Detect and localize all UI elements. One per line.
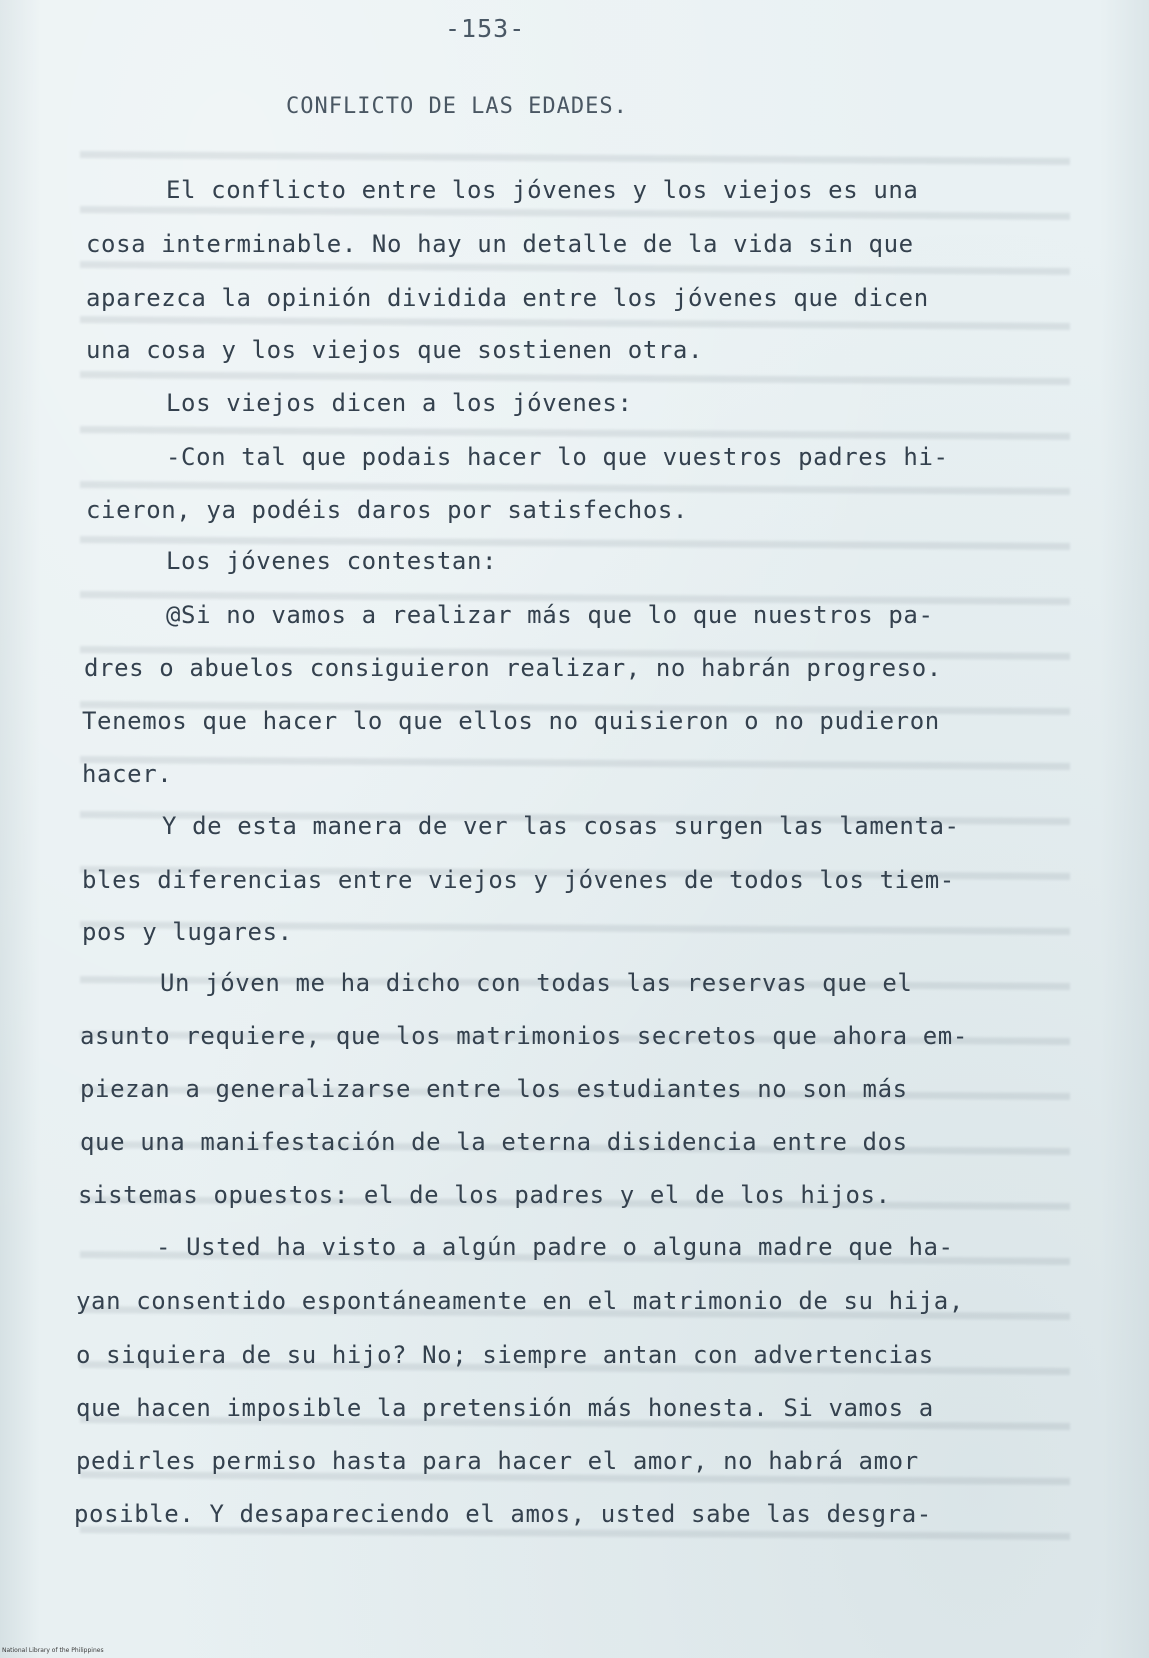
text-line: cosa interminable. No hay un detalle de la vida sin que: [86, 230, 914, 258]
text-line: que una manifestación de la eterna disidencia entre dos: [80, 1128, 908, 1156]
page-number: -153-: [445, 14, 526, 43]
text-line: hacer.: [82, 760, 173, 788]
text-line: El conflicto entre los jóvenes y los viejos es una: [166, 176, 919, 204]
text-line: posible. Y desapareciendo el amos, usted sabe las desgra-: [74, 1500, 932, 1528]
text-line: aparezca la opinión dividida entre los jóvenes que dicen: [86, 284, 929, 312]
text-line: - Usted ha visto a algún padre o alguna madre que ha-: [156, 1233, 954, 1261]
text-line: pedirles permiso hasta para hacer el amor, no habrá amor: [76, 1447, 919, 1475]
text-line: dres o abuelos consiguieron realizar, no habrán progreso.: [84, 654, 942, 682]
text-line: bles diferencias entre viejos y jóvenes de todos los tiem-: [82, 866, 955, 894]
text-line: piezan a generalizarse entre los estudiantes no son más: [80, 1075, 908, 1103]
text-line: sistemas opuestos: el de los padres y el de los hijos.: [78, 1181, 891, 1209]
text-line: Y de esta manera de ver las cosas surgen las lamenta-: [162, 812, 960, 840]
text-line: Los viejos dicen a los jóvenes:: [166, 389, 633, 417]
text-line: -Con tal que podais hacer lo que vuestros padres hi-: [166, 443, 949, 471]
text-line: o siquiera de su hijo? No; siempre antan con advertencias: [76, 1341, 934, 1369]
text-line: yan consentido espontáneamente en el matrimonio de su hija,: [76, 1287, 964, 1315]
page-heading: CONFLICTO DE LAS EDADES.: [286, 94, 628, 119]
text-line: @Si no vamos a realizar más que lo que nuestros pa-: [166, 601, 934, 629]
text-line: asunto requiere, que los matrimonios secretos que ahora em-: [80, 1022, 968, 1050]
text-line: Los jóvenes contestan:: [166, 547, 498, 575]
text-line: Un jóven me ha dicho con todas las reservas que el: [160, 969, 913, 997]
text-line: una cosa y los viejos que sostienen otra.: [86, 336, 704, 364]
text-line: cieron, ya podéis daros por satisfechos.: [86, 496, 688, 524]
text-line: Tenemos que hacer lo que ellos no quisieron o no pudieron: [82, 707, 940, 735]
library-credit: National Library of the Philippines: [2, 1647, 104, 1654]
text-line: pos y lugares.: [82, 918, 293, 946]
text-line: que hacen imposible la pretensión más honesta. Si vamos a: [76, 1394, 934, 1422]
